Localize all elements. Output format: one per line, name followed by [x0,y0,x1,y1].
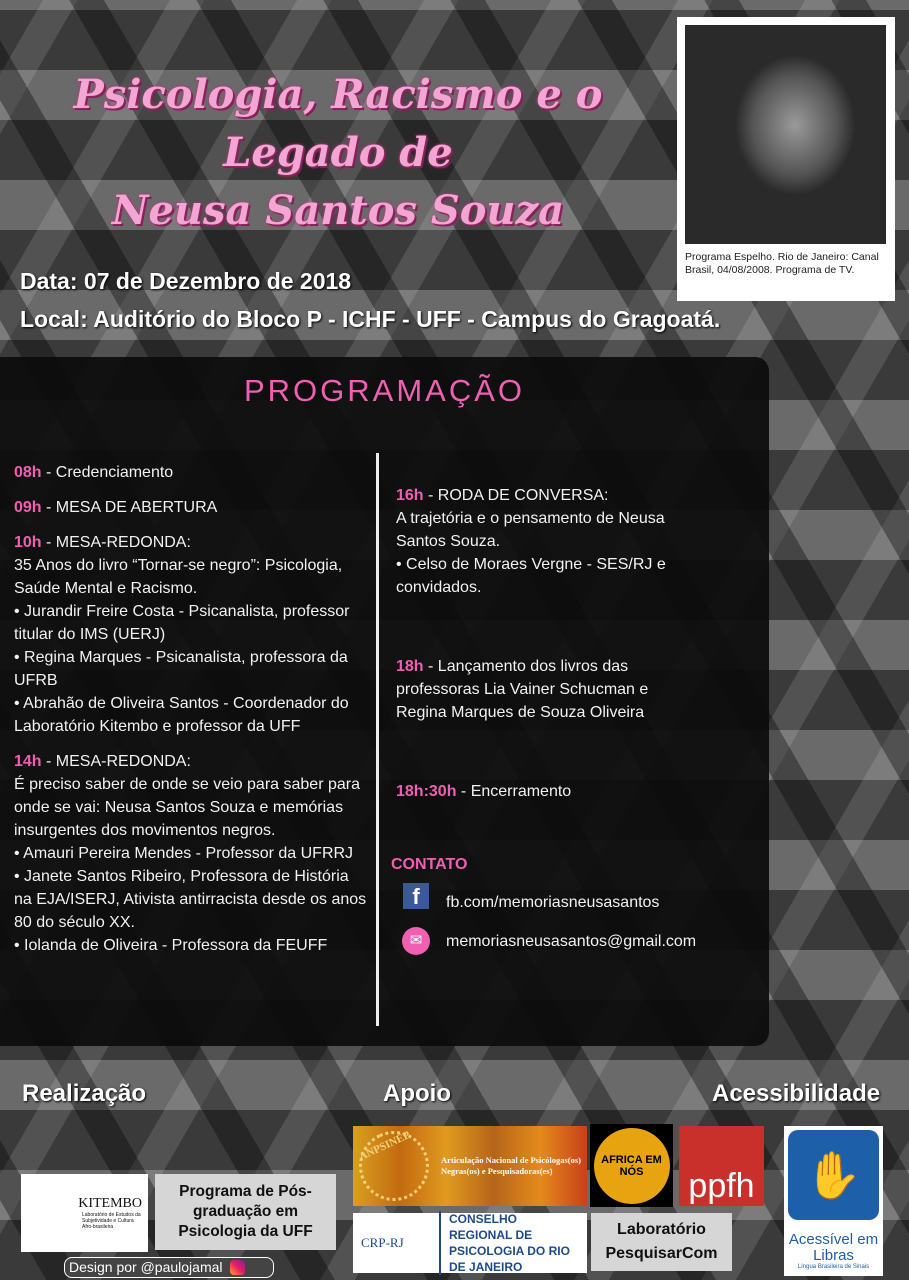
africa-text: AFRICA EM NÓS [594,1128,670,1204]
portrait-photo [685,25,886,244]
apoio-heading: Apoio [383,1080,451,1107]
realizacao-heading: Realização [22,1080,147,1107]
program-title: - Lançamento dos livros das professoras Lia Vainer Schucman e Regina Marques de Souza Oliveira [396,658,649,721]
kitembo-subtitle: Laboratório de Estudos da Subjetividade e Cultura Afro-brasileira [82,1212,141,1230]
pesquisarcom-logo: Laboratório PesquisarCom [591,1213,732,1271]
anpsinep-logo [353,1126,587,1206]
anpsinep-name: ANPSINEP [347,1119,440,1212]
title-line-1: Psicologia, Racismo e o Legado de [73,71,603,176]
program-detail: • Jurandir Freire Costa - Psicanalista, professor titular do IMS (UERJ) [14,603,350,643]
program-detail: 35 Anos do livro “Tornar-se negro”: Psicologia, Saúde Mental e Racismo. [14,557,343,597]
program-left-column [14,461,370,969]
program-detail: • Janete Santos Ribeiro, Professora de História na EJA/ISERJ, Ativista antirracista desde os anos 80 do século XX. [14,868,367,931]
event-title [8,66,668,240]
program-item [14,461,370,484]
sign-language-hand-icon: ✋ [788,1130,879,1220]
program-item [14,496,370,519]
program-item [14,531,370,738]
program-time: 09h [14,499,42,516]
program-time: 14h [14,753,42,770]
crp-name: CONSELHO REGIONAL DE PSICOLOGIA DO RIO DE JANEIRO [439,1211,579,1275]
africa-em-nos-logo [590,1124,673,1207]
libras-text: Acessível em Libras [788,1231,879,1264]
program-detail: A trajetória e o pensamento de Neusa Santos Souza. [396,510,665,550]
libras-subtitle: Língua Brasileira de Sinais [797,1264,870,1270]
title-line-2: Neusa Santos Souza [111,187,565,234]
program-item [14,750,370,957]
acessibilidade-heading: Acessibilidade [712,1080,881,1107]
program-time: 16h [396,487,424,504]
program-title: - RODA DE CONVERSA: [423,487,609,504]
program-title: - MESA DE ABERTURA [41,499,218,516]
instagram-icon [230,1260,245,1275]
program-title: - MESA-REDONDA: [41,753,191,770]
email-icon: ✉ [402,927,430,955]
contact-heading: CONTATO [391,856,468,873]
kitembo-name: KITEMBO [78,1196,142,1211]
program-time: 10h [14,534,42,551]
program-heading: PROGRAMAÇÃO [243,373,526,408]
program-detail: • Regina Marques - Psicanalista, professora da UFRB [14,649,348,689]
program-title: - Credenciamento [41,464,174,481]
event-location: Local: Auditório do Bloco P - ICHF - UFF - Campus do Gragoatá. [20,306,721,332]
ppg-logo: Programa de Pós-graduação em Psicologia da UFF [155,1174,336,1250]
facebook-link[interactable]: fb.com/memoriasneusasantos [446,894,660,911]
column-divider [376,453,379,1026]
program-detail: • Iolanda de Oliveira - Professora da FEUFF [14,937,328,954]
credit-text: Design por @paulojamal [69,1259,223,1275]
facebook-icon: f [403,883,429,909]
ppfh-logo: ppfh [679,1126,764,1206]
program-title: - MESA-REDONDA: [41,534,191,551]
photo-card [677,17,895,301]
crp-logo [353,1213,587,1273]
program-item [396,780,696,803]
design-credit [64,1257,274,1278]
program-detail: • Abrahão de Oliveira Santos - Coordenador do Laboratório Kitembo e professor da UFF [14,695,349,735]
program-detail: • Celso de Moraes Vergne - SES/RJ e convidados. [396,556,666,596]
anpsinep-subtitle: Articulação Nacional de Psicólogas(os) Negras(os) e Pesquisadoras(es) [441,1155,581,1176]
kitembo-logo [21,1174,148,1252]
program-detail: • Amauri Pereira Mendes - Professor da UFRRJ [14,845,354,862]
event-date: Data: 07 de Dezembro de 2018 [20,268,352,294]
program-item [396,484,696,599]
program-detail: É preciso saber de onde se veio para saber para onde se vai: Neusa Santos Souza e memórias insurgentes dos movimentos negros. [14,776,360,839]
crp-abbr: CRP-RJ [361,1235,404,1250]
program-time: 18h:30h [396,783,457,800]
program-item [396,655,696,724]
program-time: 18h [396,658,424,675]
program-right-column [396,484,696,815]
email-link[interactable]: memoriasneusasantos@gmail.com [446,933,697,950]
program-title: - Encerramento [456,783,572,800]
photo-caption: Programa Espelho. Rio de Janeiro: Canal Brasil, 04/08/2008. Programa de TV. [685,251,879,276]
program-time: 08h [14,464,42,481]
libras-logo [784,1126,883,1276]
